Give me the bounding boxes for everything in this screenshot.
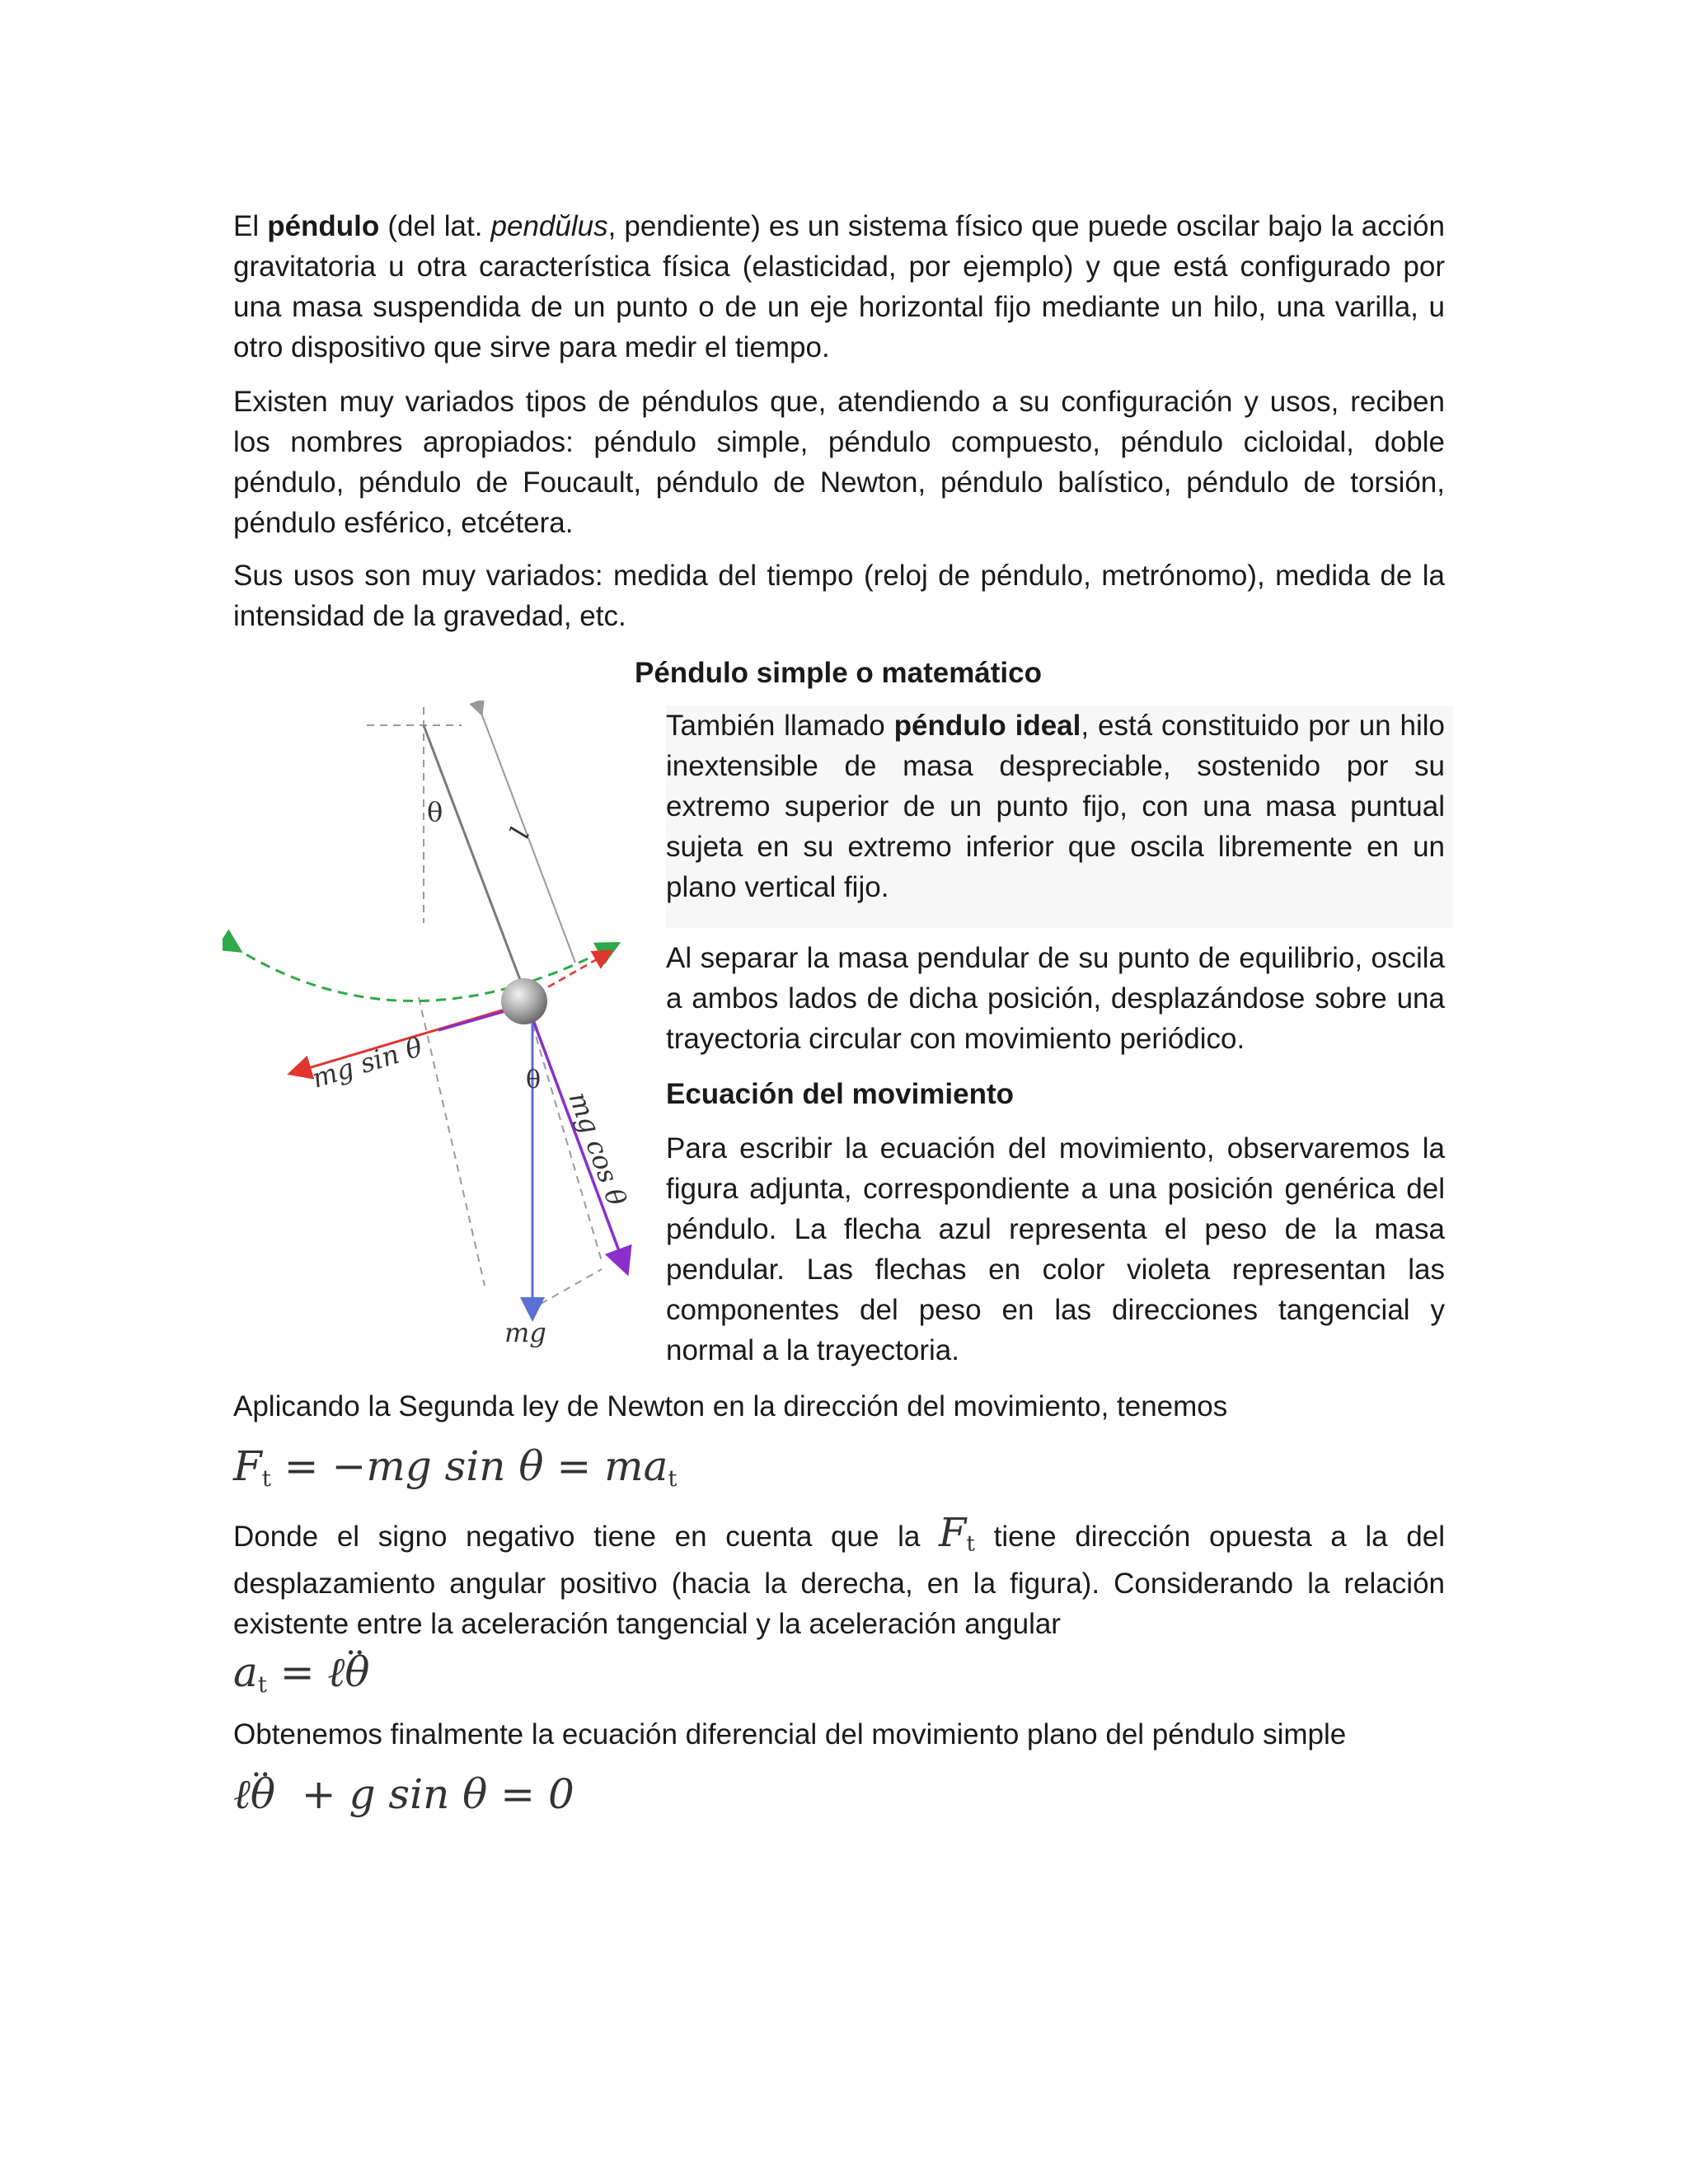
final-paragraph: Obtenemos finalmente la ecuación diferencial del movimiento plano del péndulo simple (233, 1718, 1347, 1750)
theta-low-label: θ (526, 1066, 542, 1094)
normal-guide (419, 997, 485, 1286)
text-lat: (del lat. (387, 210, 483, 242)
mg-label: mg (504, 1317, 546, 1348)
inline-Ft (939, 1510, 975, 1556)
term-pendulo: péndulo (267, 210, 380, 242)
section-title: Péndulo simple o matemático (635, 657, 1042, 689)
eq2-a: a (233, 1648, 258, 1696)
eq3-l: ℓ (233, 1770, 251, 1818)
eq3-theta-ddot: ·· θ (251, 1770, 275, 1818)
eq1-F: F (233, 1442, 262, 1490)
ecuacion-title: Ecuación del movimiento (666, 1078, 1015, 1110)
mg-sin-label: mg sin θ (307, 1031, 426, 1094)
pendulum-bob (501, 978, 547, 1024)
intro-paragraph-3: Sus usos son muy variados: medida del tiempo (reloj de péndulo, metrónomo), medida de la intensidad de la gravedad, etc. (233, 560, 1445, 632)
eq2-eq: = ℓ (266, 1648, 345, 1696)
eq3-rest: + g sin θ = 0 (274, 1770, 574, 1818)
latin-word: pendŭlus (490, 210, 608, 242)
ideal-prefix: También llamado (666, 710, 885, 742)
donde-before: Donde el signo negativo tiene en cuenta que la (233, 1521, 921, 1553)
component-guide (529, 1269, 602, 1310)
mg-cos-label: mg cos θ (562, 1087, 633, 1211)
eq1-mid: = −mg sin θ = ma (270, 1442, 668, 1490)
newton-paragraph: Aplicando la Segunda ley de Newton en la dirección del movimiento, tenemos (233, 1390, 1228, 1422)
eq1-sub-t2: t (668, 1465, 678, 1492)
inline-sub-t: t (966, 1530, 975, 1557)
term-pendulo-ideal: péndulo ideal (893, 710, 1081, 742)
eq1-sub-t: t (261, 1465, 271, 1492)
ideal-pendulum-paragraph (666, 705, 1453, 928)
separar-paragraph: Al separar la masa pendular de su punto de equilibrio, oscila a ambos lados de dicha posición, desplazándose sobre una trayectoria circular con movimiento periódico. (666, 942, 1445, 1055)
donde-paragraph (233, 1510, 1445, 1644)
intro-rest: , pendiente) es un sistema físico que puede oscilar bajo la acción gravitatoria u otra característica física (elasticidad, por ejemplo) y que está configurado por una masa suspendida de un punto o de un eje horizontal fijo mediante un hilo, una varilla, u otro dispositivo que sirve para medir el tiempo. (233, 210, 1445, 363)
eq2-theta-ddot: ·· θ (345, 1648, 369, 1696)
theta-top-label: θ (427, 796, 443, 827)
text-el: El (233, 210, 260, 242)
equation-tangential (233, 1648, 370, 1698)
trajectory-arc (232, 946, 610, 1001)
pendulum-figure (223, 701, 651, 1352)
inline-F: F (939, 1510, 967, 1556)
pendulum-string (424, 725, 524, 991)
equation-newton (233, 1442, 677, 1492)
eq2-sub-t: t (257, 1671, 267, 1698)
donde-after: tiene dirección opuesta a la del desplazamiento angular positivo (hacia la derecha, en la figura). Considerando la relación existente entre la aceleración tangencial y la aceleración angular (233, 1521, 1445, 1641)
ideal-rest: , está constituido por un hilo inextensible de masa despreciable, sostenido por su extremo superior de un punto fijo, con una masa puntual sujeta en su extremo inferior que oscila libremente en un plano vertical fijo. (666, 710, 1445, 903)
equation-differential (233, 1770, 574, 1818)
intro-paragraph-2: Existen muy variados tipos de péndulos que, atendiendo a su configuración y usos, reciben los nombres apropiados: péndulo simple, péndulo compuesto, péndulo cicloidal, doble péndulo, péndulo de Foucault, péndulo de Newton, péndulo balístico, péndulo de torsión, péndulo esférico, etcétera. (233, 386, 1445, 539)
intro-paragraph-1 (233, 206, 1445, 368)
length-label: l (504, 823, 537, 842)
ecuacion-paragraph: Para escribir la ecuación del movimiento, observaremos la figura adjunta, correspondiente a una posición genérica del péndulo. La flecha azul representa el peso de la masa pendular. Las flechas en color violeta representan las componentes del peso en las direcciones tangencial y normal a la trayectoria. (666, 1132, 1445, 1366)
